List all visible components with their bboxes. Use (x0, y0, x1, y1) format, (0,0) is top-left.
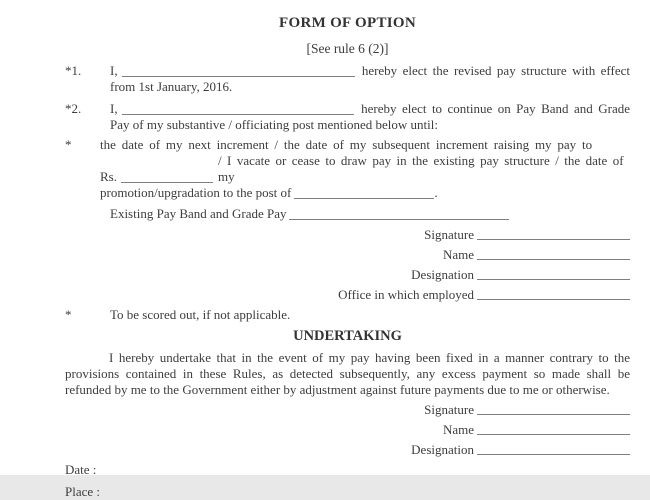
period-text: . (434, 185, 438, 200)
footnote-text: To be scored out, if not applicable. (110, 307, 291, 322)
signature-block-1 (65, 227, 630, 302)
clause-2-line-2: Pay of my substantive / officiating post mentioned below until: (110, 117, 438, 132)
signature-row (65, 227, 630, 242)
name-blank-field (477, 247, 630, 260)
sub-clause-body (100, 137, 630, 201)
name-blank-field (122, 64, 355, 77)
name-blank-field (477, 422, 630, 435)
rupees-label: Rs. (100, 169, 117, 184)
signature-blank-field (477, 402, 630, 415)
footnote-marker: * (65, 307, 72, 322)
clause-2-body (110, 101, 630, 133)
signature-block-2 (65, 402, 630, 457)
clause-1-body (110, 63, 630, 95)
existing-pay-row (65, 206, 630, 222)
designation-row (65, 267, 630, 282)
office-blank-field (477, 287, 630, 300)
existing-pay-blank-field (289, 207, 509, 220)
office-label: Office in which employed (338, 287, 474, 302)
signature-label: Signature (424, 227, 474, 242)
clause-2-pre-text: I, (110, 101, 118, 116)
sub-clause-line-2-text: / I vacate or cease to draw pay in the existing pay structure / the date of my (217, 153, 624, 184)
clause-1-line-1 (110, 63, 630, 79)
footnote (65, 307, 630, 323)
clause-2-marker: *2. (65, 101, 82, 116)
office-row (65, 287, 630, 302)
name-blank-field (122, 102, 355, 115)
date-row: Date : (65, 462, 97, 477)
clause-2-line-1 (110, 101, 630, 117)
name-row (65, 247, 630, 262)
clause-2-post-text: hereby elect to continue on Pay Band and Grade (361, 101, 630, 116)
signature-row (65, 402, 630, 417)
promotion-text: promotion/upgradation to the post of (100, 185, 292, 200)
designation-label: Designation (411, 267, 474, 282)
amount-blank-field (121, 170, 213, 183)
undertaking-paragraph: I hereby undertake that in the event of my pay having been fixed in a manner contrary to the provisions contained in these Rules, as detected subsequently, any excess payment so made shall be refunded by me to the Government either by adjustment against future payments due to me or otherwise. (65, 350, 630, 397)
sub-clause-line-3 (100, 185, 630, 201)
clause-1 (65, 63, 630, 95)
sub-clause-line-1: the date of my next increment / the date of my subsequent increment raising my pay to (100, 137, 593, 152)
existing-pay-label: Existing Pay Band and Grade Pay (110, 206, 287, 221)
name-label: Name (442, 422, 474, 437)
sub-clause (65, 137, 630, 201)
form-title: FORM OF OPTION (279, 15, 416, 31)
name-label: Name (442, 247, 474, 262)
clause-1-line-2: from 1st January, 2016. (110, 79, 233, 94)
clause-1-marker: *1. (65, 63, 82, 78)
designation-blank-field (477, 442, 630, 455)
designation-row (65, 442, 630, 457)
designation-label: Designation (411, 442, 474, 457)
sub-clause-line-2 (100, 153, 630, 185)
signature-label: Signature (424, 402, 474, 417)
clause-1-post-text: hereby elect the revised pay structure with effect (361, 63, 630, 78)
sub-clause-marker: * (65, 137, 72, 152)
clause-1-pre-text: I, (110, 63, 118, 78)
name-row (65, 422, 630, 437)
designation-blank-field (477, 267, 630, 280)
form-rule-reference: [See rule 6 (2)] (306, 41, 389, 56)
place-row: Place : (65, 484, 101, 499)
post-blank-field (294, 186, 434, 199)
undertaking-heading: UNDERTAKING (293, 328, 402, 344)
signature-blank-field (477, 227, 630, 240)
clause-2 (65, 101, 630, 133)
